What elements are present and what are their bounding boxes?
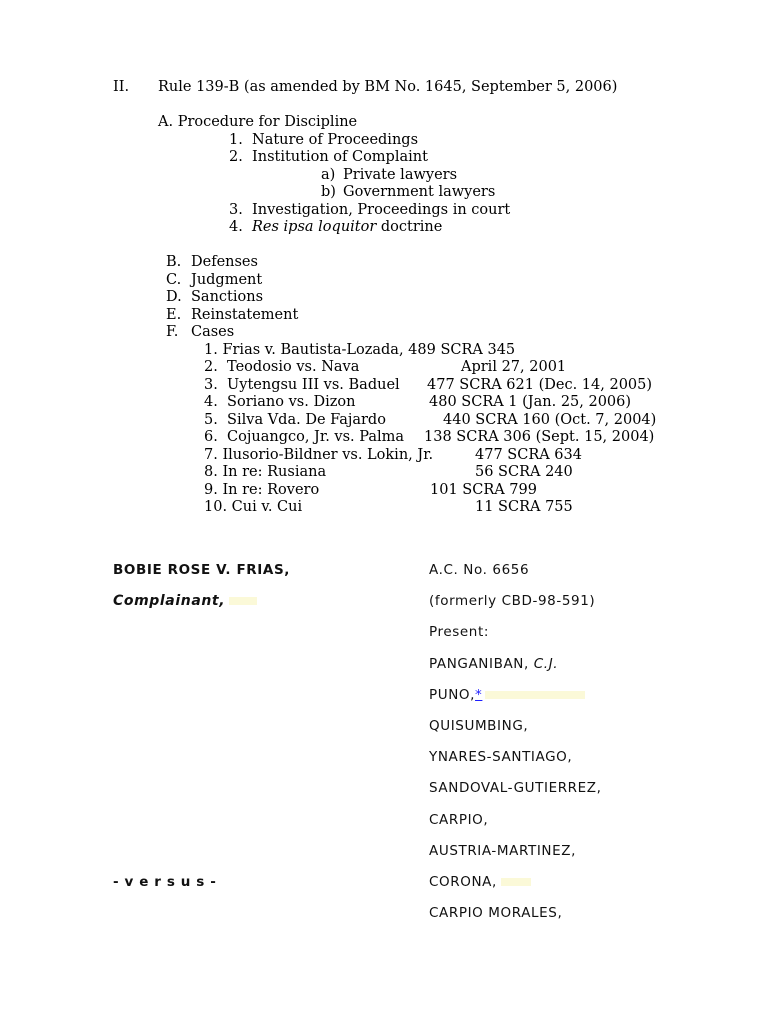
justice-name: PUNO, [429, 686, 476, 703]
part-text: Sanctions [191, 289, 264, 305]
complainant-role-cell [113, 586, 257, 617]
procedure-item [0, 219, 768, 237]
procedure-item-text: Investigation, Proceedings in court [252, 201, 511, 218]
case-row [0, 394, 768, 412]
part-text: Cases [191, 324, 235, 340]
procedure-item-text: Nature of Proceedings [252, 131, 419, 148]
section-heading-row [0, 79, 768, 97]
former-case-number: (formerly CBD-98-591) [429, 593, 596, 610]
part-letter: E. [166, 306, 182, 323]
part-row [0, 324, 768, 342]
justice-name: QUISUMBING, [429, 717, 529, 734]
topic-outline [0, 79, 768, 517]
case-citation: 56 SCRA 240 [475, 464, 573, 480]
case-row [0, 482, 768, 500]
justice-name: PANGANIBAN, [429, 655, 529, 672]
part-text: Judgment [191, 271, 263, 288]
part-row [0, 272, 768, 290]
versus-label: - v e r s u s - [113, 873, 217, 890]
procedure-item [0, 132, 768, 150]
justice-name: SANDOVAL-GUTIERREZ, [429, 780, 602, 797]
justice-name: CARPIO MORALES, [429, 905, 563, 922]
case-name: 10. Cui v. Cui [204, 499, 303, 515]
procedure-subitem [0, 184, 768, 202]
part-row [0, 254, 768, 272]
case-row [0, 342, 768, 360]
caption-row [0, 805, 768, 836]
case-citation: 480 SCRA 1 (Jan. 25, 2006) [429, 394, 632, 410]
case-row [0, 359, 768, 377]
part-letter: D. [166, 289, 182, 305]
case-name: 7. Ilusorio-Bildner vs. Lokin, Jr. [204, 446, 434, 463]
case-row [0, 429, 768, 447]
justice-name: CORONA, [429, 873, 497, 890]
case-row [0, 412, 768, 430]
procedure-item-number: 3. [229, 201, 243, 218]
caption-row [0, 555, 768, 586]
case-name: 2. Teodosio vs. Nava [204, 359, 360, 375]
case-name: 6. Cojuangco, Jr. vs. Palma [204, 429, 405, 445]
section-title: Rule 139-B (as amended by BM No. 1645, September 5, 2006) [158, 79, 618, 95]
part-a-label: A. Procedure for Discipline [158, 114, 358, 130]
complainant-name: BOBIE ROSE V. FRIAS, [113, 562, 290, 578]
procedure-subitem-text: Government lawyers [343, 184, 496, 200]
case-citation: 11 SCRA 755 [475, 499, 573, 515]
procedure-item-text: Institution of Complaint [252, 149, 428, 165]
procedure-subitem [0, 167, 768, 185]
bench-label: Present: [429, 624, 489, 641]
justice-entry [429, 867, 531, 898]
justice-entry [429, 649, 558, 680]
justice-entry [429, 680, 585, 711]
part-a-row [0, 114, 768, 132]
case-name: 3. Uytengsu III vs. Baduel [204, 376, 400, 393]
case-citation: 477 SCRA 634 [475, 446, 582, 463]
procedure-item-text [252, 219, 442, 237]
case-number: A.C. No. 6656 [429, 562, 530, 578]
latin-doctrine-term: Res ipsa loquitor [252, 219, 377, 235]
case-citation: April 27, 2001 [461, 359, 567, 375]
case-name: 1. Frias v. Bautista-Lozada, 489 SCRA 345 [204, 341, 516, 358]
procedure-subitem-text: Private lawyers [343, 166, 458, 183]
procedure-subitem-letter: b) [321, 184, 336, 200]
case-name: 9. In re: Rovero [204, 481, 320, 498]
caption-row [0, 649, 768, 680]
justice-name: CARPIO, [429, 811, 489, 828]
caption-row [0, 742, 768, 773]
part-letter: F. [166, 324, 179, 340]
procedure-item-suffix: doctrine [380, 219, 443, 235]
part-row [0, 307, 768, 325]
justice-name: AUSTRIA-MARTINEZ, [429, 842, 576, 859]
justice-name: YNARES-SANTIAGO, [429, 749, 573, 766]
case-caption [0, 555, 768, 929]
case-name: 4. Soriano vs. Dizon [204, 394, 356, 410]
procedure-item [0, 202, 768, 220]
part-text: Reinstatement [191, 306, 299, 323]
caption-row [0, 711, 768, 742]
case-name: 5. Silva Vda. De Fajardo [204, 411, 386, 428]
highlight-mark [229, 597, 257, 605]
justice-title: C.J. [533, 655, 559, 672]
procedure-item [0, 149, 768, 167]
case-citation: 101 SCRA 799 [430, 481, 537, 498]
caption-row [0, 836, 768, 867]
part-row [0, 289, 768, 307]
part-letter: B. [166, 254, 182, 270]
section-numeral: II. [113, 79, 130, 95]
caption-row [0, 680, 768, 711]
highlight-mark [501, 878, 531, 886]
case-row [0, 499, 768, 517]
case-citation: 440 SCRA 160 (Oct. 7, 2004) [443, 411, 657, 428]
caption-row [0, 617, 768, 648]
case-name: 8. In re: Rusiana [204, 464, 327, 480]
procedure-item-number: 2. [229, 149, 243, 165]
part-text: Defenses [191, 254, 258, 270]
procedure-subitem-letter: a) [321, 166, 336, 183]
case-row [0, 447, 768, 465]
case-citation: 477 SCRA 621 (Dec. 14, 2005) [427, 376, 653, 393]
highlight-mark [485, 691, 585, 699]
case-row [0, 377, 768, 395]
procedure-item-number: 4. [229, 219, 243, 235]
caption-row [0, 867, 768, 898]
caption-row [0, 773, 768, 804]
footnote-link[interactable]: * [475, 686, 483, 703]
case-row [0, 464, 768, 482]
caption-row [0, 586, 768, 617]
procedure-item-number: 1. [229, 131, 243, 148]
case-citation: 138 SCRA 306 (Sept. 15, 2004) [424, 429, 655, 445]
complainant-role: Complainant, [113, 593, 226, 610]
caption-row [0, 898, 768, 929]
part-letter: C. [166, 271, 182, 288]
